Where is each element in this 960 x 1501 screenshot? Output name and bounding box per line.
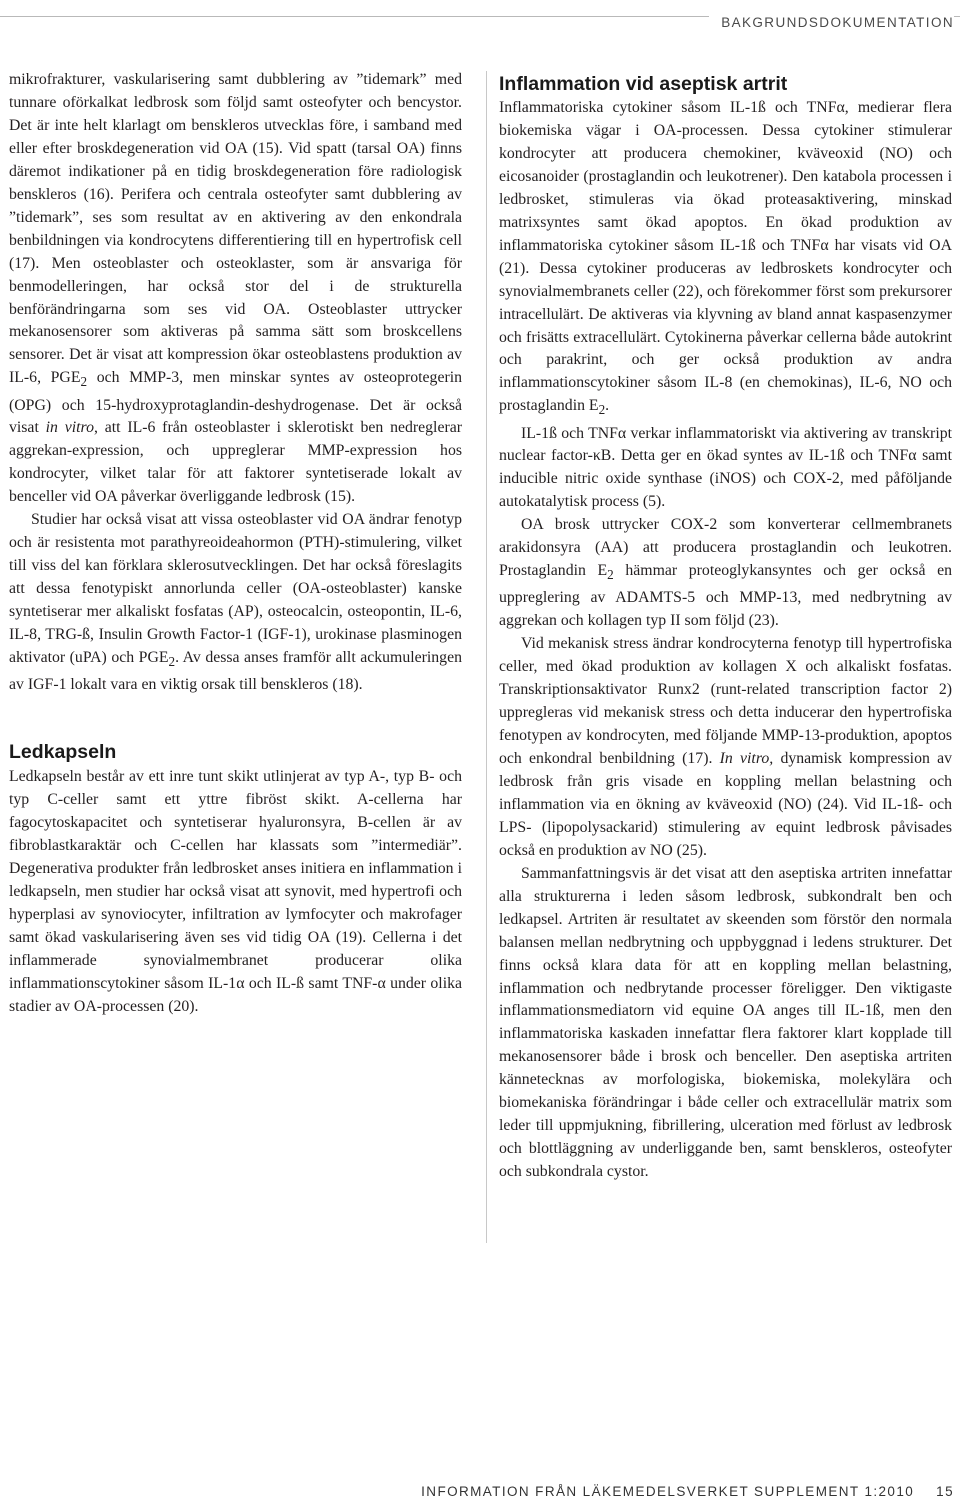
- paragraph: Ledkapseln består av ett inre tunt skikt utlinjerat av typ A-, typ B- och typ C-celler samt ett yttre fibröst skikt. A-cellerna har fagocytoskapacitet och syntetiserar hyaluronsyra, B-cellen är av fibroblastkaraktär och C-cellen har klassats som ”intermediär”. Degenerativa produkter från ledbrosket anses initiera en inflammation i ledkapseln, men studier har också visat att synovit, med hypertrofi och hyperplasi av synoviocyter, infiltration av lymfocyter och makrofager samt ökad vaskularisering även ses vid tidig OA (19). Cellerna i det inflammerade synovialmembranet producerar olika inflammationscytokiner såsom IL-1α och IL-ß samt TNF-α under olika stadier av OA-processen (20).: [9, 768, 462, 1015]
- section-label: BAKGRUNDSDOKUMENTATION: [709, 15, 954, 30]
- paragraph: IL-1ß och TNFα verkar inflammatoriskt via aktivering av transkript nuclear factor-κB. Detta ger en ökad syntes av IL-1ß och TNFα samt inducible nitric oxide synthase (iNOS) och COX-2, med påföljande autokatalytisk process (5).: [499, 424, 952, 511]
- paragraph: [499, 97, 952, 423]
- section-heading-inflammation: Inflammation vid aseptisk artrit: [499, 73, 788, 95]
- page-number: 15: [936, 1484, 954, 1499]
- section-heading-ledkapseln: Ledkapseln: [9, 741, 117, 764]
- subscript: 2: [168, 654, 176, 670]
- paragraph: [499, 633, 952, 863]
- text-span: OA brosk uttrycker COX-2 som konverterar cellmembranets arakidonsyra (AA) att producera prostaglandin och leukotren. Prostaglandin E: [499, 516, 952, 580]
- left-column: [9, 69, 462, 1019]
- text-span: , att IL-6 från osteoblaster i sklerotiskt ben nedreglerar aggrekan-expression, och uppreglerar MMP-expression hos kondrocyter, vilket talar för att faktorer syntetiserade lokalt av benceller vid OA påverkar överliggande ledbrosk (15).: [9, 419, 462, 506]
- italic-text: in vitro: [45, 419, 94, 437]
- page-footer: [421, 1484, 954, 1499]
- paragraph: [499, 514, 952, 633]
- subscript: 2: [598, 402, 606, 418]
- text-span: Studier har också visat att vissa osteoblaster vid OA ändrar fenotyp och är resistenta mot parathyreoideahormon (PTH)-stimulering, vilket till viss del kan förklara sklerosutvecklingen. Det har också föreslagits att dessa fenotypiskt annorlunda celler (OA-osteoblaster) kanske syntetiserar mer alkaliskt fosfatas (AP), osteocalcin, osteopontin, IL-6, IL-8, TRG-ß, Insulin Growth Factor-1 (IGF-1), urokinase plasminogen aktivator (uPA) och PGE: [9, 511, 462, 666]
- text-span: och MMP-3, men minskar syntes av osteoprotegerin (OPG) och 15-hydroxyprotaglandin-deshydrogenase. Det är också visat: [9, 369, 462, 437]
- right-column: [499, 69, 952, 1184]
- subscript: 2: [80, 374, 88, 390]
- text-span: .: [605, 397, 610, 415]
- italic-text: In vitro,: [719, 750, 774, 767]
- paragraph: [9, 509, 462, 697]
- text-span: Inflammatoriska cytokiner såsom IL-1ß och TNFα, medierar flera biokemiska vägar i OA-processen. Dessa cytokiner stimulerar kondrocyter att producera chemokiner, kväveoxid (NO) och eicosanoider (prostaglandin och leukotrener). Den katabola processen i ledbrosket, stimuleras via ökad proteasaktivering, minskad matrixsyntes samt ökad apoptos. En ökad produktion av inflammatoriska cytokiner såsom IL-1ß och TNFα har visats vid OA (21). Dessa cytokiner produceras av ledbroskets kondrocyter och synovialmembranets celler (22), och förekommer först som prekursorer intracellulärt. De aktiveras via klyvning av bland annat kaspasenzymer och frisätts extracellulärt. Cytokinerna påverkar cellerna både autokrint och parakrint, och ger också produktion av andra inflammationscytokiner såsom IL-8 (en chemokinas), IL-6, NO och prostaglandin E: [499, 99, 952, 415]
- publication-info: INFORMATION FRÅN LÄKEMEDELSVERKET SUPPLEMENT 1:2010: [421, 1484, 915, 1499]
- header-rule: [0, 15, 960, 30]
- paragraph: Sammanfattningsvis är det visat att den aseptiska artriten innefattar alla strukturerna i leden såsom ledbrosk, subkondralt ben och ledkapsel. Artriten är resultatet av skeenden som förstör den normala balansen mellan nedbrytning och uppbyggnad i ledens strukturer. Det finns också klara data för att en koppling mellan belastning, inflammation och nedbrytande processer föreligger. Den viktigaste inflammationsmediatorn vid equine OA anges till IL-1ß, men den inflammatoriska kaskaden innefattar flera faktorer klart kopplade till mekanosensorer både i brosk och benceller. Den aseptiska artriten kännetecknas av morfologiska, biokemiska, molekylära och biomekaniska förändringar i både celler och extracellulär matrix som leder till uppmjukning, fibrillering, ulceration med förlust av ledbrosk och blottläggning av underliggande ben, samt benskleros, osteofyter och subkondrala cystor.: [499, 864, 952, 1181]
- text-span: Vid mekanisk stress ändrar kondrocyterna fenotyp till hypertrofiska celler, med ökad produktion av kollagen X och alkaliskt fosfatas. Transkriptionsaktivator Runx2 (runt-related transcription factor 2) uppregleras vid mekanisk stress och detta inducerar den hypertrofiska fenotypen av kondrocyten, med följande MMP-13-produktion, apoptos och enkondral benbildning (17).: [499, 635, 952, 767]
- text-span: dynamisk kompression av ledbrosk från gris visade en koppling mellan belastning och inflammation via en ökning av kväveoxid (NO) (24). Vid IL-1ß- och LPS- (lipopolysackarid) stimulering av equint ledbrosk påvisades också en produktion av NO (25).: [499, 750, 952, 859]
- text-span: hämmar proteoglykansyntes och ger också en uppreglering av ADAMTS-5 och MMP-13, med nedbrytning av aggrekan och kollagen typ II som följd (23).: [499, 562, 952, 630]
- subscript: 2: [607, 567, 614, 583]
- text-span: . Av dessa anses framför allt ackumuleringen av IGF-1 lokalt vara en viktig orsak till benskleros (18).: [9, 648, 462, 694]
- text-span: mikrofrakturer, vaskularisering samt dubblering av ”tidemark” med tunnare oförkalkat ledbrosk som följd samt osteofyter och bencystor. Det är inte helt klarlagt om benskleros utvecklas före, i samband med eller efter broskdegeneration vid OA (15). Vid spatt (tarsal OA) finns däremot indikationer på en tidig broskdegeneration före radiologisk benskleros (16). Perifera och centrala osteofyter samt dubblering av ”tidemark”, ses som resultat av en aktivering av den enkondrala benbildningen via kondrocytens differentiering till en hypertrofisk cell (17). Men osteoblaster och osteoklaster, som är ansvariga för benmodelleringen, har också stor del i de strukturella benförändringarna som ses vid OA. Osteoblaster uttrycker mekanosensorer som aktiveras på samma sätt som broskcellens sensorer. Det är visat att kompression ökar osteoblastens produktion av IL-6, PGE: [9, 71, 462, 387]
- paragraph: [9, 69, 462, 509]
